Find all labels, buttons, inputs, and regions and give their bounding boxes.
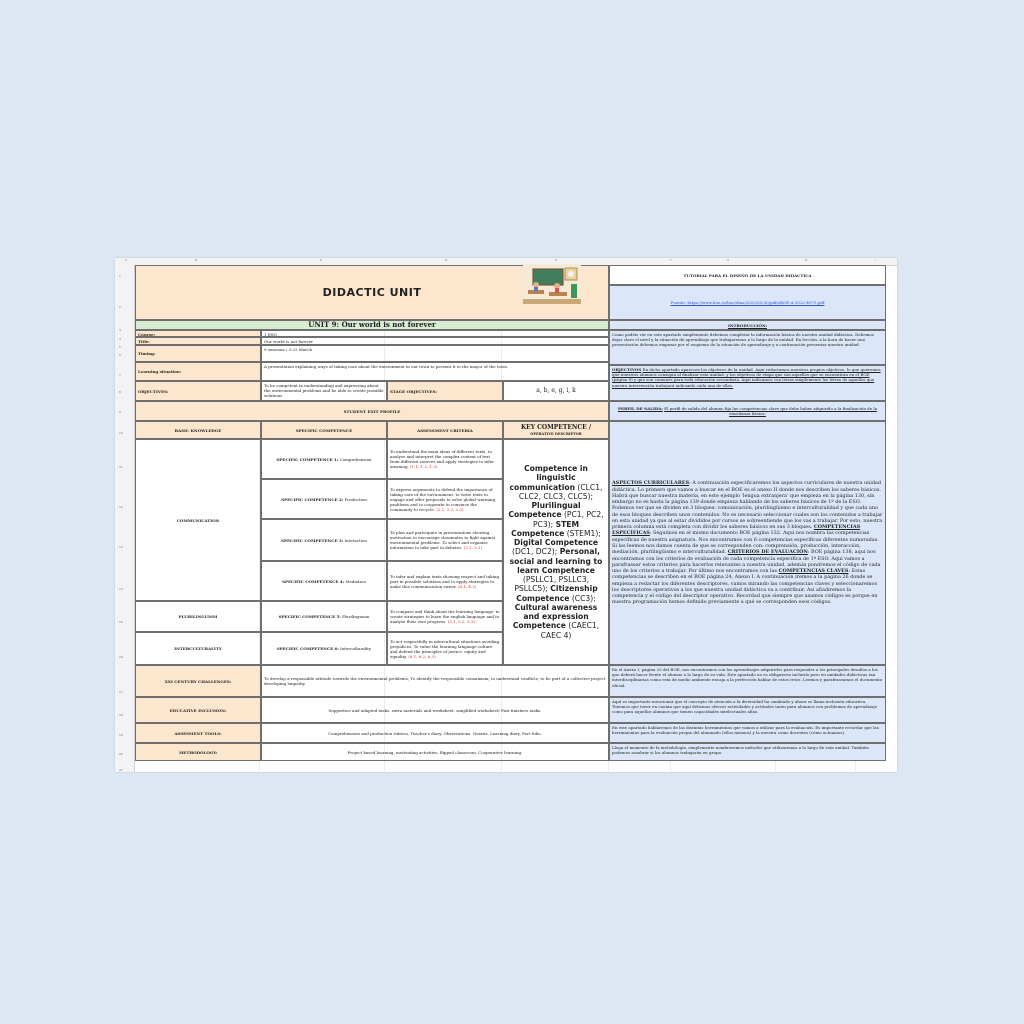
specific-competence-header: SPECIFIC COMPETENCE	[261, 421, 387, 439]
tutorial-source-cell	[609, 285, 886, 320]
row-header[interactable]: 8	[119, 390, 121, 394]
challenges-tutorial: En el Anexo I, página 25 del BOE, nos encontramos con los aprendizajes adquiridos para responder a los principales desafíos a los que deberá hacer frente el alumno a lo largo de su vida. Este apartado no es obligatorio incluirlo pero en unidades didácticas tan interdisciplinarias como esta de medio ambiente encaja a la perfección hablar de estos retos. Leemos y parafraseamos el documento oficial.	[609, 665, 886, 697]
key-competence-header-title: KEY COMPETENCE /	[520, 424, 592, 432]
objectives-label: OBJECTIVES:	[135, 381, 261, 401]
assesment-tools-label: ASSESMENT TOOLS:	[135, 723, 261, 743]
classroom-illustration	[523, 264, 581, 304]
specific-competence-5: SPECIFIC COMPETENCE 5: Plurilinguism	[261, 601, 387, 632]
educative-inclusion-label: EDUCATIVE INCLUSION:	[135, 697, 261, 723]
row-header[interactable]: 16	[119, 655, 123, 659]
intro-text: Como podéis ver en este apartado simplemente debemos completar la información básica de nuestra unidad didáctica. Debemos dejar claro el nivel y la situación de aprendizaje que trabajaremos a lo largo de la unidad. En lección, a la hora de hacer una presentación debemos empezar por el esquema de la situación de aprendizaje y a continuación presentar nuestra unidad.	[609, 330, 886, 365]
tutorial-title: TUTORIAL PARA EL DISEÑO DE LA UNIDAD DIDÁCTICA	[609, 265, 886, 285]
column-header[interactable]: G	[727, 258, 730, 262]
objectives-tutorial: OBJECTIVOS En dicho apartado aparecen los objetivos de la unidad. Aquí redactamos nuestros propios objetivos, lo que queremos que nuestros alumnos consigan al finalizar esta unidad, y los objetivos de etapa que son aquellos que se encuentran en el BOE (página 8) y que son comunes para toda educación secundaria. Aquí indicamos con letras simplemente las letras de aquellos que nuestra intervención trabajará indicando cada una de ellas.	[609, 365, 886, 401]
inclusion-tutorial: Aquí es importante mencionar que el concepto de atención a la diversidad ha cambiado y ahora se llama inclusión educativa. Tenemos que tener en cuenta que aquí debemos ofrecer actividades y actitudes tanto para alumnos con problemas de aprendizaje como para aquellos alumnos que tienen capacidades intelectuales altas.	[609, 697, 886, 723]
column-header[interactable]: B	[195, 258, 198, 262]
specific-competence-1: SPECIFIC COMPETENCE 1: Comprehension	[261, 439, 387, 479]
methodology-label: METHODOLOGY:	[135, 743, 261, 761]
assesment-tools-value[interactable]: Comprehension and production rubrics. Teacher's diary. Observations. Quizziz. Learning diary. Port folio.	[261, 723, 609, 743]
row-header[interactable]: 14	[119, 587, 123, 591]
column-header[interactable]: I	[875, 258, 876, 262]
course-label: Course:	[135, 330, 261, 337]
assessment-criteria-6[interactable]: To act respectfully in intercultural situations avoiding prejudices. To value the learning language culture and defend the principles of justice, equity and equality. (6.1, 6.2, 6.3)	[387, 632, 503, 665]
row-header[interactable]: 7	[119, 373, 121, 377]
intro-title: INTRODUCCIÓN:	[728, 322, 767, 328]
tools-tutorial: En este apartado hablaremos de las distintas herramientas que vamos a utilizar para la evaluación. Es importante recordar que las herramientas para la evaluación propia del alumnado (ellos mismos) y la nuestra como docentes (cómo actuamos).	[609, 723, 886, 743]
row-header[interactable]: 6	[119, 353, 121, 357]
unit-title: UNIT 9: Our world is not forever	[308, 320, 436, 329]
row-header[interactable]: 15	[119, 620, 123, 624]
row-header[interactable]: 21	[119, 768, 123, 772]
row-header[interactable]: 9	[119, 410, 121, 414]
boe-source-link[interactable]: Fuente: https://www.boe.es/boe/dias/2022/03/30/pdfs/BOE-A-2022-4975.pdf	[670, 300, 825, 305]
row-header[interactable]: 17	[119, 690, 123, 694]
key-competence-header-sub: OPERATIVE DESCRIPTOR	[530, 431, 582, 436]
xxi-challenges-label: XXI CENTURY CHALLENGES:	[135, 665, 261, 697]
assessment-criteria-2[interactable]: To express arguments to defend the importance of taking care of the environment, to write texts to engage and offer proposals to solve global warming problems and to cooperate to convince the community to recycle. (2.1, 2.2, 2.3)	[387, 479, 503, 519]
curricular-aspects-tutorial: ASPECTOS CURRICULARES: A continuación especificaremos los aspectos curriculares de nuestra unidad didáctica. Lo primero que vamos a buscar en el BOE es el anexo II donde nos describen los saberes básicos. Habrá que buscar nuestra materia, en este ejemplo 'lengua extranjera' que empieza en la página 130, sin embargo no es hasta la página 139 donde empieza hablando de los saberes básicos de 1º de la ESO. Podemos ver que se dividen en 3 bloques: comunicación, plurilingüismo e interculturalidad y que cada uno de esos bloques describen unos contenidos. No es necesario seleccionar cuales son los contenidos a trabajar en esta unidad ya que al estar divididos por cursos se sobreentiende que los vas a trabajar. Por esto, nuestra primera columna está completa con dividir los saberes básicos en sus 3 bloques. COMPETENCIAS ESPECÍFICAS: Seguimos en el mismo documento BOE página 132. Aquí nos nombra las competencias específicas de nuestra asignatura. Nos encontramos con 6 competencias específicas diferentes numeradas. Si las leemos nos damos cuenta de que se corresponden con: comprensión, producción, interacción, mediación, plurilingüismo e interculturalidad. CRITERIOS DE EVALUACIÓN: BOE página 138, aquí nos encontramos con los criterios de evaluación de cada competencia específica de 1º ESO. Aquí vamos a parafrasear estos criterios para hacerlos relevantes a nuestra unidad, además pondremos el código de cada uno de los criterios a trabajar. Por último nos encontramos con las COMPETENCIAS CLAVES: Estas competencias se describen en el BOE página 24, Anexo I. A continuación iremos a la página 26 donde se empieza a redactar los diferentes descriptores, vamos mirando las competencias claves y seleccionaremos los descriptores operativos a los que nuestra unidad didáctica va a contribuir. Así añadiremos la competencia y el código del descriptor operativo. Recordad que siempre que usamos códigos es porque en nuestra programación hemos definido previamente a qué se corresponden esos códigos.	[609, 421, 886, 665]
column-header[interactable]: A	[125, 258, 128, 262]
title-value[interactable]: Our world is not forever	[261, 337, 609, 345]
row-header[interactable]: 18	[119, 713, 123, 717]
interculturality-cell: INTERCULTURALITY	[135, 632, 261, 665]
column-header[interactable]: E	[555, 258, 557, 262]
key-competence-header	[503, 421, 609, 439]
specific-competence-3: SPECIFIC COMPETENCE 3: Interaction	[261, 519, 387, 561]
basic-knowledge-header: BASIC KNOWLEDGE	[135, 421, 261, 439]
assessment-criteria-4[interactable]: To infer and explain texts showing respect and taking part in possible solutions and to apply strategies to make this communication easier. (4.1, 4.2)	[387, 561, 503, 601]
row-header[interactable]: 10	[119, 431, 123, 435]
xxi-challenges-value[interactable]: To develop a responsible attitude towards the environmental problems; To identify the responsible consumism; to understand conflicts; to be part of a collective project developing empathy.	[261, 665, 609, 697]
timing-value[interactable]: 9 sessions / 3-22 March	[261, 345, 609, 362]
row-header[interactable]: 11	[119, 465, 123, 469]
objectives-value[interactable]: To be competent in understanding and expressing about the environmental problems and be able to create possible solutions	[261, 381, 387, 401]
assessment-criteria-5[interactable]: To compare and think about the learning language, to create strategies to learn the english language and to analyse their own progress. (5.1, 5.2, 5.3)	[387, 601, 503, 632]
assessment-criteria-3[interactable]: To plan and participate in presentations showing motivation to encourage classmates to fight against environmental problems. To select and organise information to take part in debates. (3.1, 3.2)	[387, 519, 503, 561]
key-competence-text: Competence in linguistic communication (CLC1, CLC2, CLC3, CLC5); Plurilingual Competence (PC1, PC2, PC3); STEM Competence (STEM1); Digital Competence (DC1, DC2); Personal, social and learning to learn Competence (PSLLC1, PSLLC3, PSLLC5); Citizenship Competence (CC3); Cultural awareness and expression Competence (CAEC1, CAEC 4)	[508, 464, 604, 640]
assessment-criteria-1[interactable]: To understand the main ideas of different texts, to analyse and interpret the complex context of text from different sources and apply strategies to infer meaning. (1.1, 1.2, 1.3)	[387, 439, 503, 479]
column-header[interactable]: C	[320, 258, 323, 262]
page-title: DIDACTIC UNIT	[322, 285, 422, 299]
specific-competence-6: SPECIFIC COMPETENCE 6: Interculturality	[261, 632, 387, 665]
row-header-bar	[115, 265, 135, 772]
specific-competence-2: SPECIFIC COMPETENCE 2: Production	[261, 479, 387, 519]
methodology-value[interactable]: Project based learning, motivating activities, flipped classroom, Cooperative learning.	[261, 743, 609, 761]
course-value[interactable]: 1 ESO	[261, 330, 609, 337]
title-label: Title:	[135, 337, 261, 345]
stage-objectives-label: STAGE OBJECTIVES:	[387, 381, 503, 401]
row-header[interactable]: 5	[119, 345, 121, 349]
spreadsheet-view	[115, 258, 897, 772]
communication-cell: COMMUNICATION	[135, 439, 261, 601]
methodology-tutorial: Llega el momento de la metodología, simplemente nombraremos métodos que utilizaremos a lo largo de esta unidad. También podemos nombrar si los alumnos trabajarán en grupo.	[609, 743, 886, 761]
assessment-criteria-header: ASSESSMENT CRITERIA	[387, 421, 503, 439]
educative-inclusion-value[interactable]: Supportive and adapted tasks, extra materials and worksheet, simplified worksheet/ Fast finishers tasks.	[261, 697, 609, 723]
row-header[interactable]: 12	[119, 505, 123, 509]
row-header[interactable]: 1	[119, 274, 121, 278]
learning-situation-value[interactable]: A presentation explaining ways of taking care about the environment in our town to present it to the mayor of the town.	[261, 362, 609, 381]
column-header[interactable]: F	[670, 258, 672, 262]
key-competence-cell[interactable]	[503, 439, 609, 665]
row-header[interactable]: 3	[119, 328, 121, 332]
exit-profile-tutorial: PERFIL DE SALIDA: El perfil de salida del alumno fija las competencias clave que debe haber adquirido a la finalización de la enseñanza básica.	[609, 401, 886, 421]
learning-situation-label: Learning situation:	[135, 362, 261, 381]
row-header[interactable]: 4	[119, 337, 121, 341]
student-exit-profile: STUDENT EXIT PROFILE	[135, 401, 609, 421]
row-header[interactable]: 13	[119, 545, 123, 549]
row-header[interactable]: 2	[119, 305, 121, 309]
column-header[interactable]: D	[445, 258, 448, 262]
unit-title-row	[135, 320, 609, 330]
timing-label: Timing:	[135, 345, 261, 362]
row-header[interactable]: 20	[119, 752, 123, 756]
stage-objectives-value[interactable]: a, b, e, g, i, k	[503, 381, 609, 401]
intro-title-cell	[609, 320, 886, 330]
specific-competence-4: SPECIFIC COMPETENCE 4: Mediation	[261, 561, 387, 601]
plurilinguism-cell: PLURILINGUISM	[135, 601, 261, 632]
row-header[interactable]: 19	[119, 733, 123, 737]
column-header[interactable]: H	[805, 258, 808, 262]
